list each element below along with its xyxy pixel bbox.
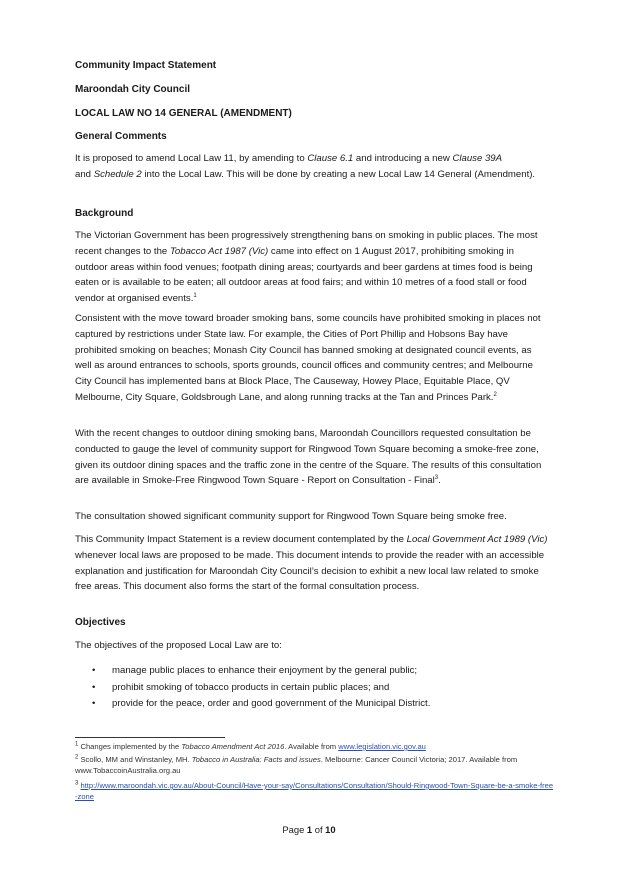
objectives-intro: The objectives of the proposed Local Law are to: — [75, 640, 282, 651]
list-item: • provide for the peace, order and good government of the Municipal District. — [92, 696, 552, 713]
background-paragraph-2: Consistent with the move toward broader smoking bans, some councils have prohibited smoking in places not captured by restrictions under State law. For example, the Cities of Port Phillip and Hobsons Bay have prohibited smoking on beaches; Monash City Council has banned smoking at designated council events, as well as around entrances to schools, sports grounds, council offices and community centres; and Melbourne City Council has implemented bans at Block Place, The Causeway, Howey Place, Equitable Place, QV Melbourne, City Square, Goldsbrough Lane, and along running tracks at the Tan and Princes Park.$^2$ — [75, 313, 541, 403]
council-name: Maroondah City Council — [75, 84, 190, 95]
background-heading: Background — [75, 208, 134, 219]
bullet-icon: • — [92, 698, 96, 709]
general-comments-paragraph: It is proposed to amend Local Law 11, by amending to Clause 6.1 and introducing a new Clause 39A and Schedule 2 into the Local Law. This will be done by creating a new Local Law 14 General (Amendment). — [75, 153, 536, 180]
footnote-divider — [75, 737, 225, 738]
footnote-ref-3: 3 — [434, 475, 439, 482]
page-number: Page 1 of 10 — [282, 824, 336, 835]
objectives-list — [92, 663, 552, 713]
footnote-ref-1: 1 — [193, 293, 197, 299]
footnote-3-link[interactable]: http://www.maroondah.vic.gov.au/About-Council/Have-your-say/Consultations/Consultation/Should-Ringwood-Town-Square-be-a-smoke-free-zone — [75, 781, 554, 802]
local-law-title: LOCAL LAW NO 14 GENERAL (AMENDMENT) — [75, 108, 292, 119]
background-paragraph-3: With the recent changes to outdoor dining smoking bans, Maroondah Councillors requested consultation be conducted to gauge the level of community support for Ringwood Town Square becoming a smoke-free zone, given its outdoor dining spaces and the traffic zone in the centre of the Square. The results of this consultation are available in Smoke-Free Ringwood Town Square - Report on Consultation - Final$^3$. — [75, 428, 542, 487]
objectives-heading: Objectives — [75, 617, 126, 628]
list-item: • prohibit smoking of tobacco products in certain public places; and — [92, 680, 552, 697]
background-paragraph-5: This Community Impact Statement is a review document contemplated by the Local Government Act 1989 (Vic) whenever local laws are proposed to be made. This document intends to provide the reader with an accessible explanation and justification for Maroondah City Council’s decision to exhibit a new local law related to smoke free areas. This document also forms the start of the formal consultation process. — [75, 534, 548, 593]
bullet-icon: • — [92, 681, 96, 693]
background-paragraph-4: The consultation showed significant community support for Ringwood Town Square being smoke free. — [75, 511, 507, 522]
footnote-1-link[interactable]: www.legislation.vic.gov.au — [338, 742, 426, 751]
list-item: • manage public places to enhance their enjoyment by the general public; — [92, 663, 552, 680]
footnote-ref-2: 2 — [493, 391, 497, 398]
footnote-2: $^2$ Scollo, MM and Winstanley, MH. Tobacco in Australia: Facts and issues. Melbourne: Cancer Council Victoria; 2017. Available from www.TobaccoinAustralia.org.au — [75, 754, 518, 776]
general-comments-heading: General Comments — [75, 131, 167, 142]
bullet-icon: • — [92, 665, 96, 676]
footnote-1: $^1$ Changes implemented by the Tobacco Amendment Act 2016. Available from www.legislation.vic.gov.au — [75, 741, 426, 751]
document-title: Community Impact Statement — [75, 60, 217, 71]
footnote-3: $^3$ http://www.maroondah.vic.gov.au/About-Council/Have-your-say/Consultations/Consultation/Should-Ringwood-Town-Square-be-a-smoke-free-zone — [75, 780, 554, 802]
background-paragraph-1: The Victorian Government has been progressively strengthening bans on smoking in public places. The most recent changes to the Tobacco Act 1987 (Vic) came into effect on 1 August 2017, prohibiting smoking in outdoor areas within food venues; footpath dining areas; courtyards and beer gardens at times food is being eaten or is available to be eaten; all outdoor areas at food fairs; and within 10 metres of a food stall or food vendor at organised events.$^1$ — [75, 230, 538, 305]
